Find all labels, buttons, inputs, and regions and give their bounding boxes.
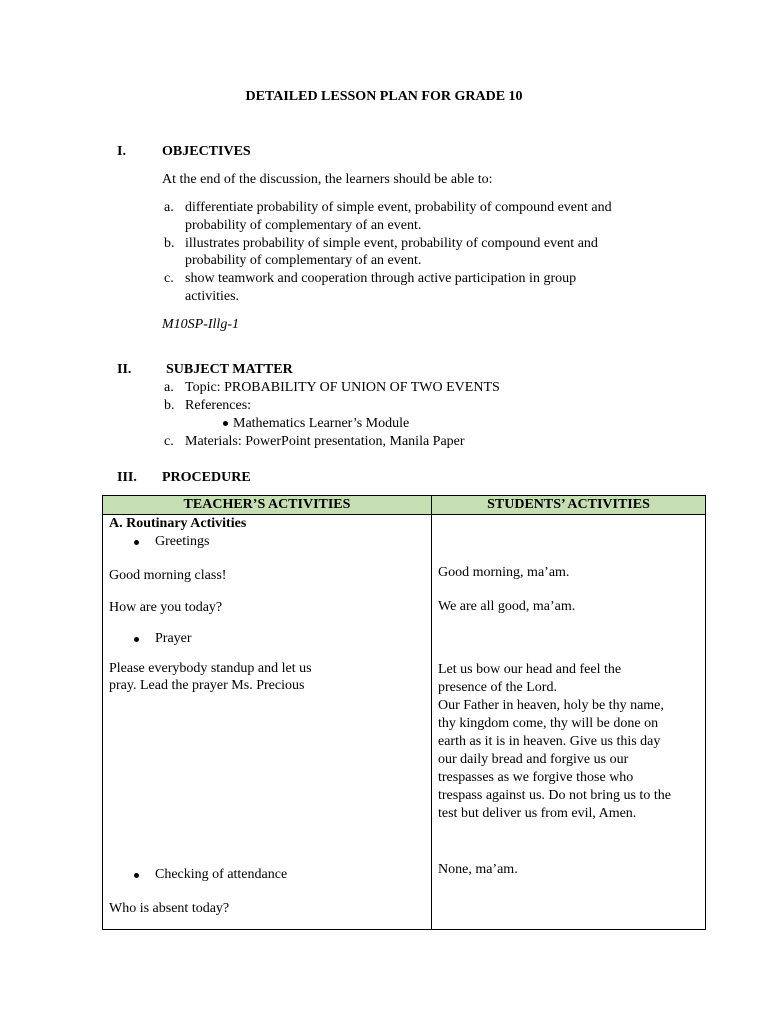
- prayer-label: Prayer: [155, 631, 192, 646]
- section-title-objectives: OBJECTIVES: [162, 144, 251, 159]
- student-good-morning: Good morning, ma’am.: [438, 565, 570, 580]
- student-prayer-line: thy kingdom come, thy will be done on: [438, 716, 659, 731]
- objective-b-line2: probability of complementary of an event.: [185, 253, 422, 268]
- section-number-subject-matter: II.: [117, 362, 132, 377]
- section-number-procedure: III.: [117, 470, 137, 485]
- student-prayer-line: trespasses as we forgive those who: [438, 770, 634, 785]
- objective-a-line2: probability of complementary of an event.: [185, 218, 422, 233]
- header-teacher-activities: TEACHER’S ACTIVITIES: [103, 496, 432, 515]
- reference-bullet: [223, 415, 228, 433]
- bullet-icon: [134, 540, 139, 545]
- student-prayer-line: our daily bread and forgive us our: [438, 752, 629, 767]
- student-prayer-line: test but deliver us from evil, Amen.: [438, 806, 637, 821]
- table-row: [103, 515, 706, 930]
- objective-b-line1: illustrates probability of simple event, probability of compound event and: [185, 236, 598, 251]
- student-prayer-line: trespass against us. Do not bring us to the: [438, 788, 671, 803]
- student-prayer-line: presence of the Lord.: [438, 680, 557, 695]
- reference-item: Mathematics Learner’s Module: [233, 416, 410, 431]
- student-none: None, ma’am.: [438, 862, 518, 877]
- teacher-good-morning: Good morning class!: [109, 568, 227, 583]
- objective-marker-c: c.: [164, 271, 174, 286]
- materials-text: Materials: PowerPoint presentation, Manila Paper: [185, 434, 465, 449]
- greetings-label: Greetings: [155, 534, 210, 549]
- section-number-objectives: I.: [117, 144, 126, 159]
- student-prayer-line: Our Father in heaven, holy be thy name,: [438, 698, 664, 713]
- teacher-activities-cell: [103, 515, 432, 930]
- materials-marker: c.: [164, 434, 174, 449]
- table-header-row: [103, 496, 706, 515]
- student-all-good: We are all good, ma’am.: [438, 599, 576, 614]
- objectives-intro: At the end of the discussion, the learners should be able to:: [162, 172, 493, 187]
- students-activities-cell: [432, 515, 706, 930]
- header-students-activities: STUDENTS’ ACTIVITIES: [432, 496, 706, 515]
- student-prayer-line: Let us bow our head and feel the: [438, 662, 622, 677]
- bullet-icon: [134, 873, 139, 878]
- prayer-bullet: [134, 631, 139, 649]
- objective-marker-b: b.: [164, 236, 175, 251]
- references-label: References:: [185, 398, 252, 413]
- page-title: DETAILED LESSON PLAN FOR GRADE 10: [245, 89, 523, 104]
- bullet-icon: [134, 637, 139, 642]
- bullet-icon: [223, 421, 228, 426]
- attendance-bullet: [134, 867, 139, 885]
- teacher-who-absent: Who is absent today?: [109, 901, 230, 916]
- objective-a-line1: differentiate probability of simple event, probability of compound event and: [185, 200, 612, 215]
- greetings-bullet: [134, 534, 139, 552]
- routinary-activities-heading: A. Routinary Activities: [109, 516, 247, 531]
- competency-code: M10SP-Illg-1: [162, 317, 239, 332]
- section-title-procedure: PROCEDURE: [162, 470, 251, 485]
- objective-c-line2: activities.: [185, 289, 240, 304]
- teacher-prayer-line2: pray. Lead the prayer Ms. Precious: [109, 678, 305, 693]
- references-marker: b.: [164, 398, 175, 413]
- teacher-prayer-line1: Please everybody standup and let us: [109, 661, 312, 676]
- topic-text: Topic: PROBABILITY OF UNION OF TWO EVENTS: [185, 380, 500, 395]
- topic-marker: a.: [164, 380, 174, 395]
- objective-marker-a: a.: [164, 200, 174, 215]
- teacher-how-are-you: How are you today?: [109, 600, 223, 615]
- section-title-subject-matter: SUBJECT MATTER: [166, 362, 293, 377]
- student-prayer-line: earth as it is in heaven. Give us this day: [438, 734, 661, 749]
- attendance-label: Checking of attendance: [155, 867, 288, 882]
- objective-c-line1: show teamwork and cooperation through active participation in group: [185, 271, 577, 286]
- procedure-table: [102, 495, 706, 930]
